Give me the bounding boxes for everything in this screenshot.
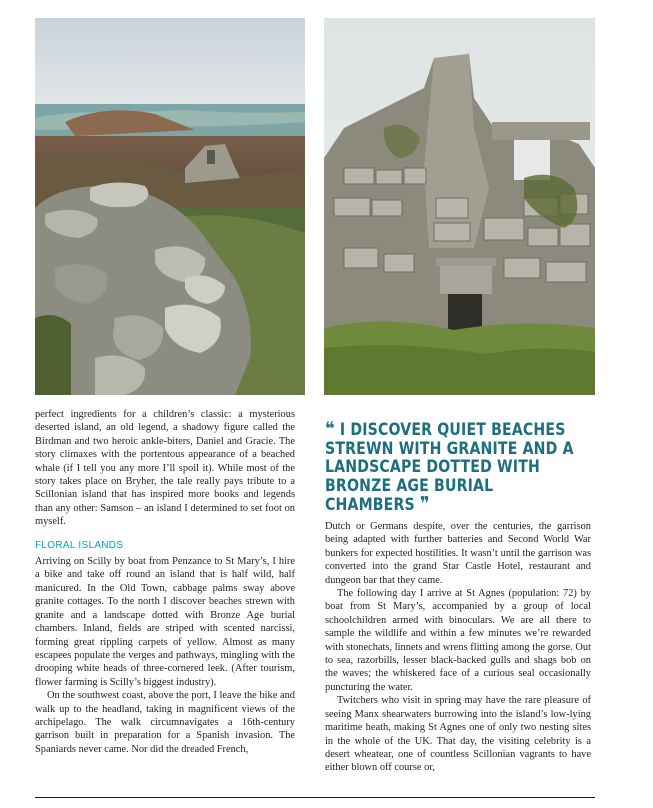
pull-quote [325,420,587,515]
footer-rule [35,797,595,798]
intro-paragraph: perfect ingredients for a children’s classic: a mysterious deserted island, an old legend, a shadowy figure called the Birdman and two heroic ankle-biters, Daniel and Gracie. The story climaxes with the portentous appearance of a beached whale (if I tell you any more I’ll spoil it). While most of the story takes place on Bryher, the tale really pays tribute to a Scillonian island that has inspired more books and legends than any other: Samson – an island I determined to set foot on myself. [35,409,295,528]
right-column [325,520,591,775]
body-paragraph: Arriving on Scilly by boat from Penzance to St Mary’s, I hire a bike and take off round an island that is half wild, half manicured. In the Old Town, cabbage palms sway above granite cottages. To the north I discover beaches strewn with granite and a landscape dotted with Bronze Age burial chambers. Inland, fields are striped with scented narcissi, forming great rippling carpets of yellow. Almost as many escapees populate the verges and pathways, mingling with the drooping white heads of three-cornered leek. (After tourism, flower farming is Scilly’s biggest industry). [35,556,295,688]
body-paragraph: The following day I arrive at St Agnes (population: 72) by boat from St Mary’s, accompanied by a group of local schoolchildren armed with binoculars. We are all there to sample the wildlife and within a few minutes we’re rewarded with stonechats, linnets and wrens flitting among the gorse. Out to sea, razorbills, lesser black-backed gulls and shags bob on the waves; the whiskered face of a curious seal occasionally puncturing the water. [325,588,591,693]
left-column [35,408,295,756]
photo-stone-ruin-doorway [324,18,595,395]
close-quote-icon: ❞ [419,493,430,516]
body-paragraph: Dutch or Germans despite, over the centuries, the garrison being adapted with further batteries and Second World War bunkers for expected hostilities. It wasn’t until the garrison was converted into the grand Star Castle Hotel, restaurant and dungeon bar that they came. [325,521,591,586]
photo-island-ruin [35,18,305,395]
body-paragraph: On the southwest coast, above the port, I leave the bike and walk up to the headland, taking in magnificent views of the archipelago. The walk circumnavigates a 16th-century garrison built in preparation for a Spanish invasion. The Spaniards never came. Nor did the dreaded French, [35,690,295,755]
pull-quote-text: I DISCOVER QUIET BEACHES STREWN WITH GRANITE AND A LANDSCAPE DOTTED WITH BRONZE AGE BURIAL CHAMBERS [325,420,574,515]
section-heading: FLORAL ISLANDS [35,539,124,551]
body-paragraph: Twitchers who visit in spring may have the rare pleasure of seeing Manx shearwaters burrowing into the island’s low-lying maritime heath, making St Agnes one of only two nesting sites in the whole of the UK. That day, the visiting celebrity is a desert wheatear, one of countless Scillonian vagrants to have either blown off course or, [325,695,591,774]
open-quote-icon: ❝ [325,418,335,440]
